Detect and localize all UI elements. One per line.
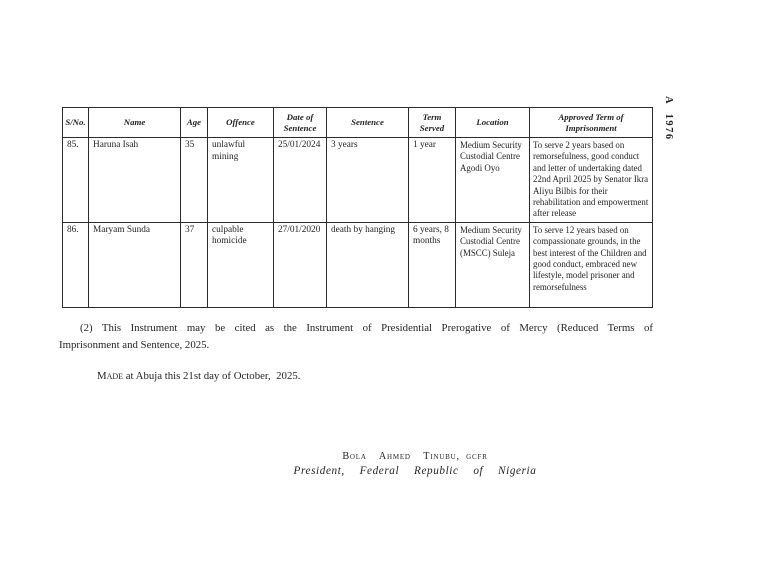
header-location: Location bbox=[456, 108, 530, 138]
cell-location: Medium Security Custodial Centre (MSCC) Suleja bbox=[456, 222, 530, 307]
cell-term-served: 6 years, 8 months bbox=[409, 222, 456, 307]
cell-location: Medium Security Custodial Centre Agodi Oyo bbox=[456, 138, 530, 223]
header-date-of-sentence: Date of Sentence bbox=[274, 108, 327, 138]
cell-offence: unlawful mining bbox=[208, 138, 274, 223]
page-number-label: A 1976 bbox=[663, 96, 674, 141]
header-sentence: Sentence bbox=[327, 108, 409, 138]
made-word: Made bbox=[97, 370, 124, 382]
cell-sentence: 3 years bbox=[327, 138, 409, 223]
table-row bbox=[63, 138, 653, 223]
table-header-row bbox=[63, 108, 653, 138]
cell-date-of-sentence: 25/01/2024 bbox=[274, 138, 327, 223]
made-rest: at Abuja this 21st day of October, 2025. bbox=[123, 370, 301, 382]
cell-offence: culpable homicide bbox=[208, 222, 274, 307]
cell-sno: 85. bbox=[63, 138, 89, 223]
signature-title: President, Federal Republic of Nigeria bbox=[293, 465, 537, 477]
cell-approved-term: To serve 12 years based on compassionate grounds, in the best interest of the Children and good conduct, embraced new lifestyle, model prisoner and remorsefulness bbox=[530, 222, 653, 307]
citation-clause-line2: Imprisonment and Sentence, 2025. bbox=[59, 338, 210, 351]
made-at-abuja-line bbox=[97, 370, 300, 382]
prerogative-of-mercy-table bbox=[62, 107, 653, 308]
cell-age: 37 bbox=[181, 222, 208, 307]
citation-clause bbox=[59, 320, 653, 353]
signature-name: Bola Ahmed Tinubu, gcfr bbox=[342, 451, 488, 462]
citation-clause-line1: (2) This Instrument may be cited as the Instrument of Presidential Prerogative of Mercy (Reduced Terms of bbox=[80, 322, 653, 334]
cell-date-of-sentence: 27/01/2020 bbox=[274, 222, 327, 307]
cell-term-served: 1 year bbox=[409, 138, 456, 223]
cell-age: 35 bbox=[181, 138, 208, 223]
header-offence: Offence bbox=[208, 108, 274, 138]
cell-sentence: death by hanging bbox=[327, 222, 409, 307]
cell-sno: 86. bbox=[63, 222, 89, 307]
header-sno: S/No. bbox=[63, 108, 89, 138]
cell-approved-term: To serve 2 years based on remorsefulness, good conduct and letter of undertaking dated 22nd April 2025 by Senator Ikra Aliyu Bilbis for their rehabilitation and empowerment after release bbox=[530, 138, 653, 223]
cell-name: Haruna Isah bbox=[89, 138, 181, 223]
header-name: Name bbox=[89, 108, 181, 138]
table-row bbox=[63, 222, 653, 307]
header-age: Age bbox=[181, 108, 208, 138]
header-term-served: Term Served bbox=[409, 108, 456, 138]
header-approved-term: Approved Term of Imprisonment bbox=[530, 108, 653, 138]
signature-block bbox=[262, 451, 568, 477]
cell-name: Maryam Sunda bbox=[89, 222, 181, 307]
